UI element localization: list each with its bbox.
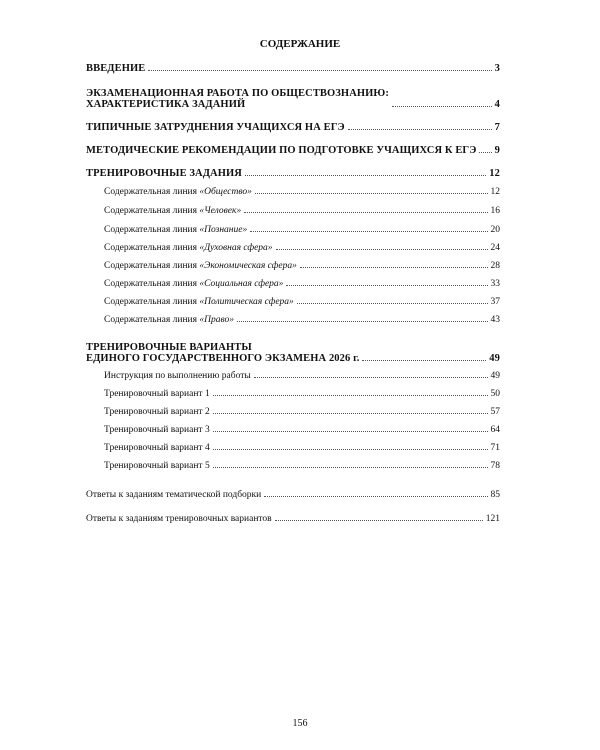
entry-page: 20: [490, 225, 500, 235]
entry-page: 9: [494, 145, 500, 156]
toc-entry-training-tasks: [86, 168, 500, 179]
entry-page: 3: [494, 63, 500, 74]
entry-label: Ответы к заданиям тематической подборки: [86, 490, 262, 500]
toc-title: СОДЕРЖАНИЕ: [259, 38, 341, 50]
entry-label: Содержательная линия: [104, 261, 200, 271]
toc-entry-line-economic: [104, 261, 500, 271]
toc-entry-variant-1: [104, 389, 500, 399]
entry-label: Содержательная линия: [104, 187, 200, 197]
entry-page: 57: [490, 407, 500, 417]
entry-label: Содержательная линия: [104, 315, 200, 325]
toc-entry-variant-5: [104, 461, 500, 471]
dot-leader: [348, 129, 492, 130]
entry-page: 49: [490, 371, 500, 381]
entry-page: 64: [490, 425, 500, 435]
toc-entry-training-variants: [86, 342, 500, 364]
dot-leader: [254, 377, 488, 378]
entry-label-italic: «Человек»: [199, 206, 242, 216]
toc-entry-answers-thematic: [86, 490, 500, 500]
dot-leader: [213, 449, 488, 450]
entry-label: Тренировочный вариант 2: [104, 407, 210, 417]
entry-label: Инструкция по выполнению работы: [104, 371, 251, 381]
entry-label: Содержательная линия: [104, 225, 200, 235]
dot-leader: [244, 212, 487, 213]
toc-entry-variant-2: [104, 407, 500, 417]
toc-entry-typical-difficulties: [86, 122, 500, 133]
dot-leader: [275, 520, 483, 521]
dot-leader: [300, 267, 488, 268]
toc-entry-answers-variants: [86, 514, 500, 524]
entry-label: Тренировочный вариант 5: [104, 461, 210, 471]
entry-page: 43: [490, 315, 500, 325]
entry-page: 85: [490, 490, 500, 500]
entry-label: ВВЕДЕНИЕ: [86, 63, 146, 74]
entry-label-line2: ЕДИНОГО ГОСУДАРСТВЕННОГО ЭКЗАМЕНА 2026 г.: [86, 353, 360, 364]
entry-label-italic: «Общество»: [199, 187, 252, 197]
entry-label: ТРЕНИРОВОЧНЫЕ ВАРИАНТЫ: [86, 342, 252, 353]
page-number: 156: [292, 718, 308, 729]
entry-label: Тренировочный вариант 3: [104, 425, 210, 435]
dot-leader: [276, 249, 488, 250]
entry-label-italic: «Политическая сфера»: [199, 297, 294, 307]
dot-leader: [297, 303, 488, 304]
toc-entry-line-society: [104, 187, 500, 197]
entry-page: 16: [490, 206, 500, 216]
toc-entry-line-social: [104, 279, 500, 289]
entry-label: Тренировочный вариант 1: [104, 389, 210, 399]
entry-label: Содержательная линия: [104, 243, 200, 253]
dot-leader: [213, 395, 488, 396]
toc-entry-introduction: [86, 63, 500, 74]
entry-label-italic: «Познание»: [199, 225, 248, 235]
dot-leader: [213, 467, 488, 468]
entry-page: 12: [490, 187, 500, 197]
toc-entry-exam-work: [86, 88, 500, 110]
toc-entry-line-political: [104, 297, 500, 307]
dot-leader: [255, 193, 488, 194]
dot-leader: [362, 360, 486, 361]
dot-leader: [264, 496, 487, 497]
toc-entry-line-spiritual: [104, 243, 500, 253]
dot-leader: [148, 70, 491, 71]
toc-entry-line-human: [104, 206, 500, 216]
toc-entry-variant-4: [104, 443, 500, 453]
entry-page: 12: [489, 168, 500, 179]
entry-page: 78: [490, 461, 500, 471]
dot-leader: [245, 175, 486, 176]
entry-label: Содержательная линия: [104, 297, 200, 307]
entry-page: 37: [490, 297, 500, 307]
dot-leader: [213, 413, 488, 414]
dot-leader: [237, 321, 488, 322]
entry-page: 4: [494, 99, 500, 110]
entry-page: 121: [485, 514, 500, 524]
toc-entry-variant-3: [104, 425, 500, 435]
dot-leader: [392, 106, 492, 107]
entry-label-italic: «Экономическая сфера»: [199, 261, 297, 271]
dot-leader: [213, 431, 488, 432]
dot-leader: [286, 285, 487, 286]
toc-entry-line-law: [104, 315, 500, 325]
toc-entry-line-cognition: [104, 225, 500, 235]
dot-leader: [250, 231, 487, 232]
entry-label: ТРЕНИРОВОЧНЫЕ ЗАДАНИЯ: [86, 168, 242, 179]
entry-label-italic: «Право»: [199, 315, 234, 325]
entry-label: Содержательная линия: [104, 279, 200, 289]
entry-label: Тренировочный вариант 4: [104, 443, 210, 453]
entry-page: 28: [490, 261, 500, 271]
entry-page: 50: [490, 389, 500, 399]
entry-label-italic: «Духовная сфера»: [199, 243, 273, 253]
toc-entry-methodical-recommendations: [86, 145, 500, 156]
entry-label-line2: ХАРАКТЕРИСТИКА ЗАДАНИЙ: [86, 99, 246, 110]
entry-page: 24: [490, 243, 500, 253]
toc-entry-instructions: [104, 371, 500, 381]
entry-page: 7: [494, 122, 500, 133]
entry-label: ТИПИЧНЫЕ ЗАТРУДНЕНИЯ УЧАЩИХСЯ НА ЕГЭ: [86, 122, 345, 133]
entry-label: Ответы к заданиям тренировочных вариантов: [86, 514, 272, 524]
entry-label: ЭКЗАМЕНАЦИОННАЯ РАБОТА ПО ОБЩЕСТВОЗНАНИЮ:: [86, 88, 389, 99]
entry-label: МЕТОДИЧЕСКИЕ РЕКОМЕНДАЦИИ ПО ПОДГОТОВКЕ УЧАЩИХСЯ К ЕГЭ: [86, 145, 477, 156]
entry-page: 49: [489, 353, 500, 364]
entry-label: Содержательная линия: [104, 206, 200, 216]
dot-leader: [479, 152, 491, 153]
entry-page: 71: [490, 443, 500, 453]
entry-page: 33: [490, 279, 500, 289]
entry-label-italic: «Социальная сфера»: [199, 279, 284, 289]
